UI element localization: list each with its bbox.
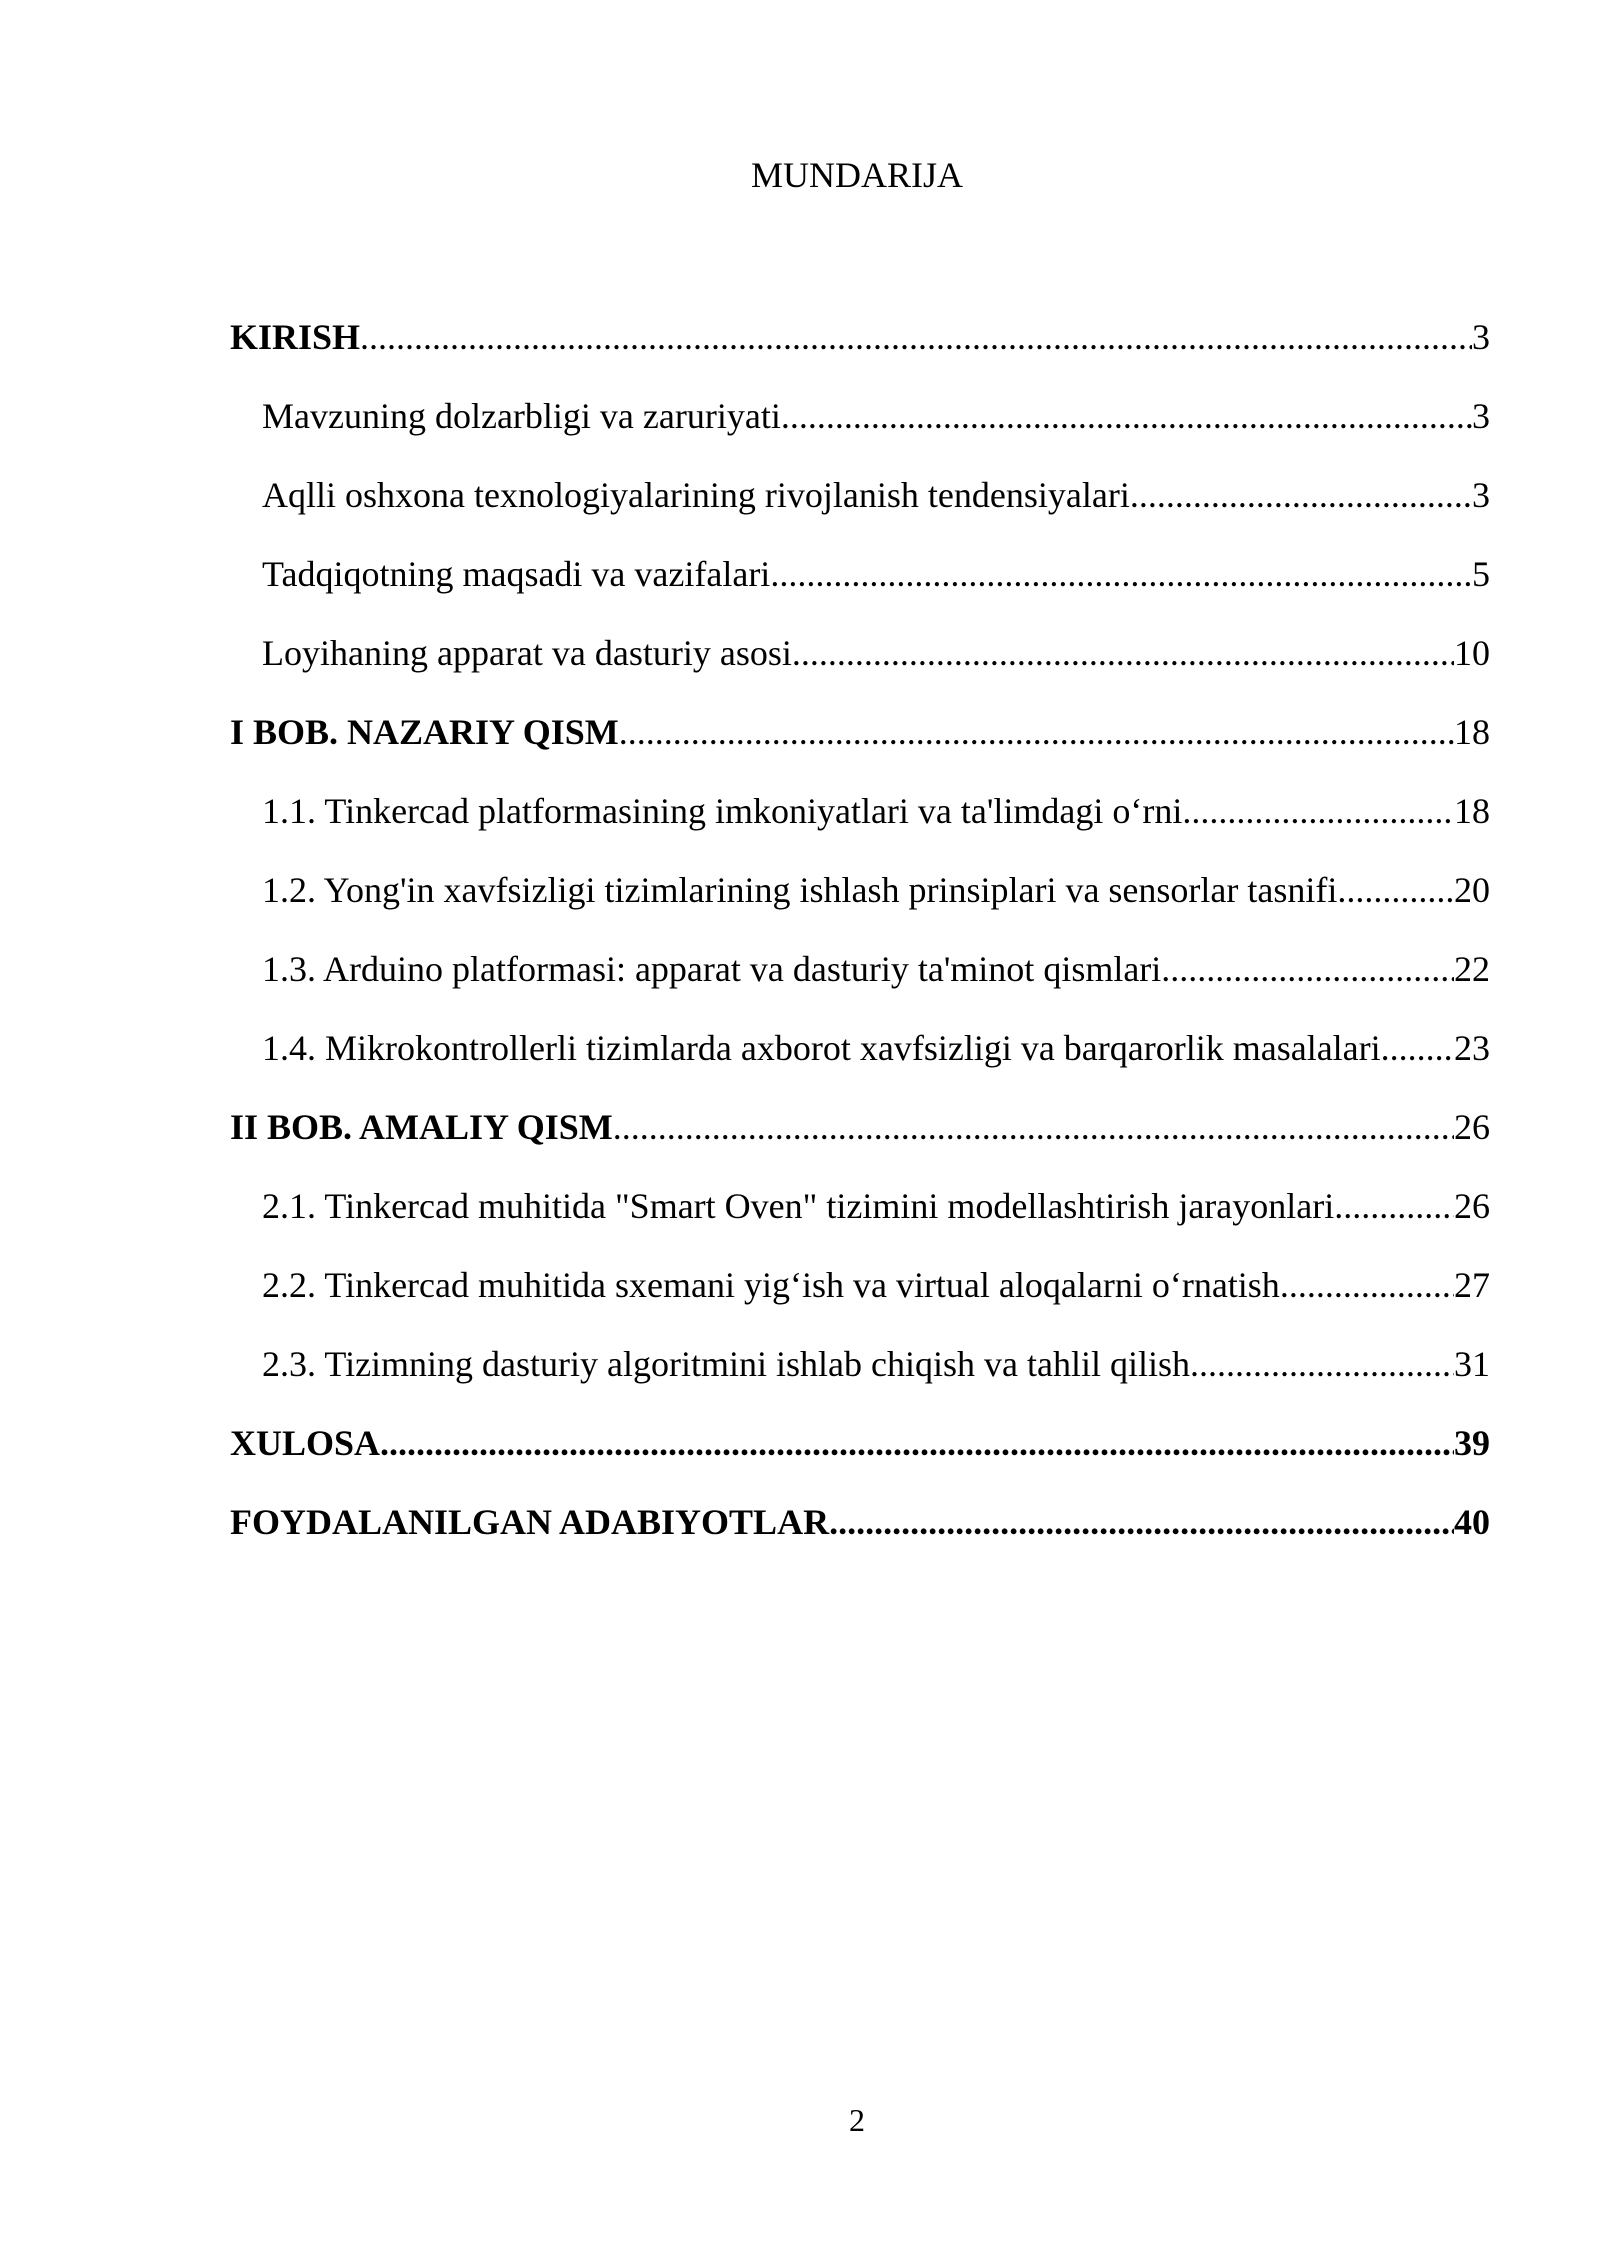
toc-dot-leader (1390, 1023, 1454, 1073)
toc-entry[interactable] (230, 1339, 1490, 1418)
toc-entry-label: KIRISH (230, 317, 361, 357)
toc-entry-page: 18 (1454, 791, 1490, 831)
toc-dot-leader (1182, 786, 1454, 836)
page-number: 2 (849, 2102, 865, 2138)
toc-entry[interactable] (230, 1260, 1490, 1339)
toc-entry-page: 5 (1472, 554, 1490, 594)
toc-dot-leader (380, 1418, 1454, 1468)
toc-entry[interactable] (230, 312, 1490, 391)
toc-entry-label: 1.4. Mikrokontrollerli tizimlarda axborot xavfsizligi va barqarorlik masalalari. (262, 1028, 1390, 1068)
toc-entry-page: 27 (1454, 1265, 1490, 1305)
toc-entry-label: 1.2. Yong'in xavfsizligi tizimlarining ishlash prinsiplari va sensorlar tasnifi (262, 870, 1338, 910)
table-of-contents (230, 312, 1490, 1576)
toc-dot-leader (1337, 865, 1454, 915)
toc-entry-page: 3 (1472, 396, 1490, 436)
toc-entry[interactable] (230, 944, 1490, 1023)
toc-entry-label: 1.3. Arduino platformasi: apparat va dasturiy ta'minot qismlari (262, 949, 1162, 989)
toc-entry-page: 20 (1454, 870, 1490, 910)
toc-entry[interactable] (230, 549, 1490, 628)
toc-entry-page: 26 (1454, 1107, 1490, 1147)
toc-entry-page: 3 (1472, 475, 1490, 515)
toc-entry-page: 3 (1472, 317, 1490, 357)
toc-entry[interactable] (230, 1418, 1490, 1497)
toc-entry[interactable] (230, 1181, 1490, 1260)
toc-entry-label: FOYDALANILGAN ADABIYOTLAR (230, 1502, 830, 1542)
toc-entry[interactable] (230, 391, 1490, 470)
toc-dot-leader (1161, 944, 1454, 994)
toc-entry-label: Tadqiqotning maqsadi va vazifalari (262, 554, 771, 594)
toc-entry[interactable] (230, 1102, 1490, 1181)
toc-dot-leader (1130, 470, 1472, 520)
toc-entry[interactable] (230, 1023, 1490, 1102)
toc-dot-leader (1190, 1339, 1454, 1389)
toc-entry-label: 2.3. Tizimning dasturiy algoritmini ishlab chiqish va tahlil qilish (262, 1344, 1190, 1384)
toc-dot-leader (1280, 1260, 1454, 1310)
toc-entry-page: 39 (1454, 1423, 1490, 1463)
toc-entry-page: 10 (1454, 633, 1490, 673)
toc-entry-label: XULOSA (230, 1423, 381, 1463)
toc-entry-page: 18 (1454, 712, 1490, 752)
toc-dot-leader (792, 628, 1454, 678)
toc-dot-leader (829, 1497, 1454, 1547)
toc-entry-label: Aqlli oshxona texnologiyalarining rivojlanish tendensiyalari (262, 475, 1130, 515)
toc-entry-label: 2.1. Tinkercad muhitida "Smart Oven" tizimini modellashtirish jarayonlari (262, 1186, 1335, 1226)
toc-entry[interactable] (230, 470, 1490, 549)
toc-entry-page: 23 (1454, 1028, 1490, 1068)
toc-entry-label: Loyihaning apparat va dasturiy asosi (262, 633, 792, 673)
toc-entry[interactable] (230, 707, 1490, 786)
toc-entry-page: 22 (1454, 949, 1490, 989)
toc-entry-page: 26 (1454, 1186, 1490, 1226)
toc-dot-leader (360, 312, 1472, 362)
toc-dot-leader (613, 1102, 1454, 1152)
page-title: MUNDARIJA (750, 155, 963, 195)
toc-entry-label: II BOB. AMALIY QISM (230, 1107, 613, 1147)
toc-dot-leader (770, 549, 1472, 599)
toc-dot-leader (619, 707, 1454, 757)
toc-dot-leader (1334, 1181, 1454, 1231)
toc-entry-page: 40 (1454, 1502, 1490, 1542)
toc-entry[interactable] (230, 1497, 1490, 1576)
toc-entry-label: 2.2. Tinkercad muhitida sxemani yig‘ish va virtual aloqalarni o‘rnatish (262, 1265, 1280, 1305)
toc-entry[interactable] (230, 786, 1490, 865)
toc-dot-leader (781, 391, 1472, 441)
toc-entry-label: I BOB. NAZARIY QISM (230, 712, 619, 752)
toc-entry-page: 31 (1454, 1344, 1490, 1384)
toc-entry[interactable] (230, 865, 1490, 944)
toc-entry-label: 1.1. Tinkercad platformasining imkoniyatlari va ta'limdagi o‘rni (262, 791, 1183, 831)
toc-entry-label: Mavzuning dolzarbligi va zaruriyati (262, 396, 781, 436)
toc-entry[interactable] (230, 628, 1490, 707)
